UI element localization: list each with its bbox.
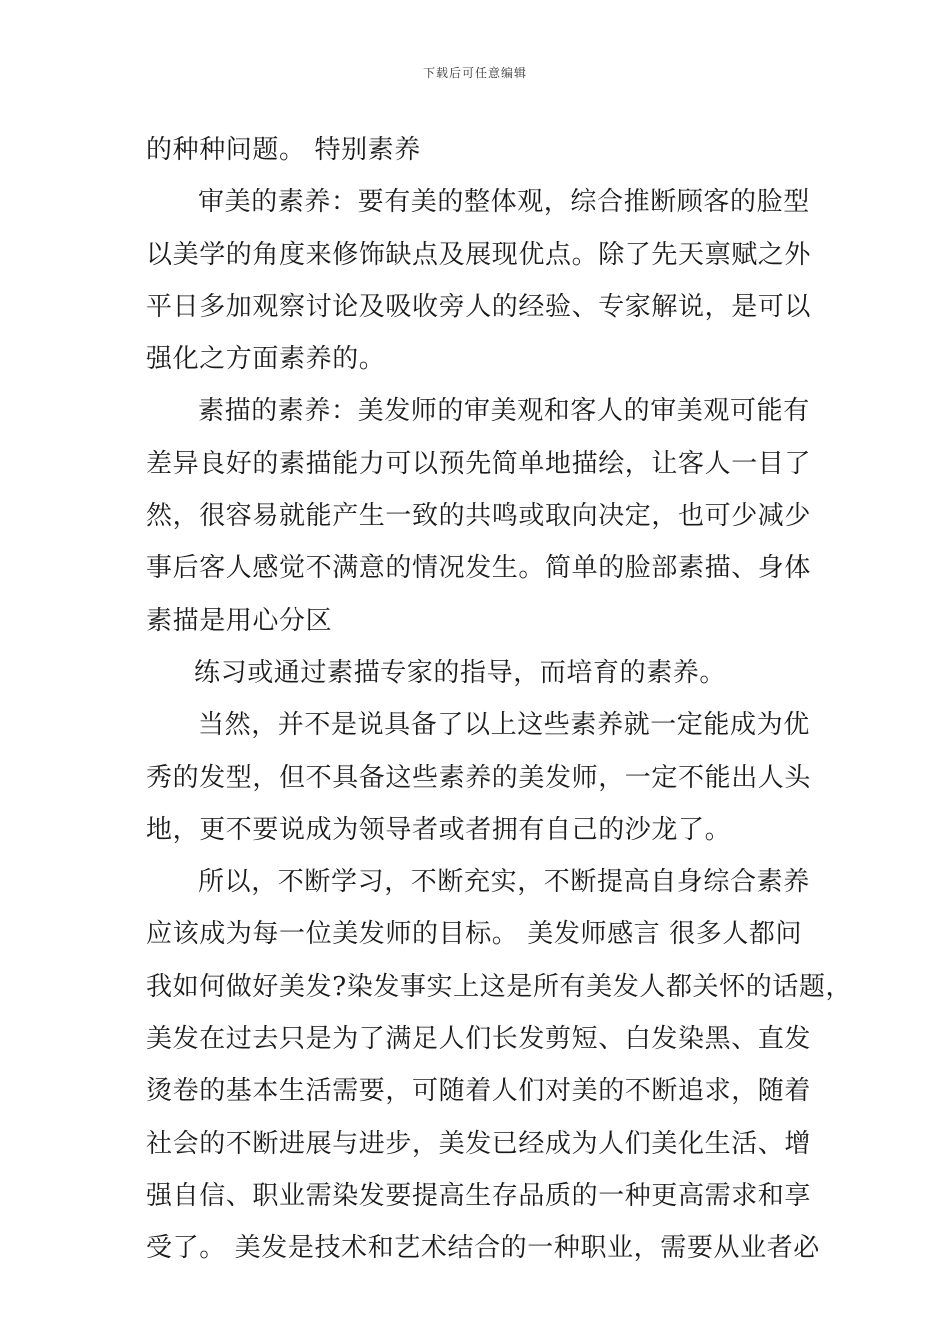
text-line: 然，很容易就能产生一致的共鸣或取向决定，也可少减少 xyxy=(146,501,812,532)
text-line: 受了。 美发是技术和艺术结合的一种职业，需要从业者必 xyxy=(146,1233,820,1264)
text-line: 事后客人感觉不满意的情况发生。简单的脸部素描、身体 xyxy=(146,553,812,584)
text-line: 烫卷的基本生活需要，可随着人们对美的不断追求，随着 xyxy=(146,1076,812,1107)
text-line: 平日多加观察讨论及吸收旁人的经验、专家解说，是可以 xyxy=(146,291,812,322)
text-line: 地，更不要说成为领导者或者拥有自己的沙龙了。 xyxy=(146,814,732,845)
text-line: 美发在过去只是为了满足人们长发剪短、白发染黑、直发 xyxy=(146,1024,812,1055)
text-line: 以美学的角度来修饰缺点及展现优点。除了先天禀赋之外 xyxy=(146,239,812,270)
text-line: 素描的素养：美发师的审美观和客人的审美观可能有 xyxy=(198,396,810,427)
text-line: 素描是用心分区 xyxy=(146,605,333,636)
page-header: 下载后可任意编辑 xyxy=(422,66,527,80)
text-line: 差异良好的素描能力可以预先简单地描绘，让客人一目了 xyxy=(146,448,812,479)
text-line: 强自信、职业需染发要提高生存品质的一种更高需求和享 xyxy=(146,1180,812,1211)
text-line: 我如何做好美发?染发事实上这是所有美发人都关怀的话题， xyxy=(146,971,853,1002)
text-line: 应该成为每一位美发师的目标。 美发师感言 很多人都问 xyxy=(146,919,803,950)
text-line: 强化之方面素养的。 xyxy=(146,344,386,375)
body-text xyxy=(146,124,853,1275)
text-line: 当然，并不是说具备了以上这些素养就一定能成为优 xyxy=(198,710,810,741)
text-line: 的种种问题。 特别素养 xyxy=(146,135,421,165)
text-line: 练习或通过素描专家的指导，而培育的素养。 xyxy=(194,657,727,688)
text-line: 审美的素养：要有美的整体观，综合推断顾客的脸型 xyxy=(198,187,810,218)
text-line: 所以，不断学习，不断充实，不断提高自身综合素养 xyxy=(198,867,810,898)
text-line: 社会的不断进展与进步，美发已经成为人们美化生活、增 xyxy=(146,1128,812,1159)
text-line: 秀的发型，但不具备这些素养的美发师，一定不能出人头 xyxy=(146,762,812,793)
